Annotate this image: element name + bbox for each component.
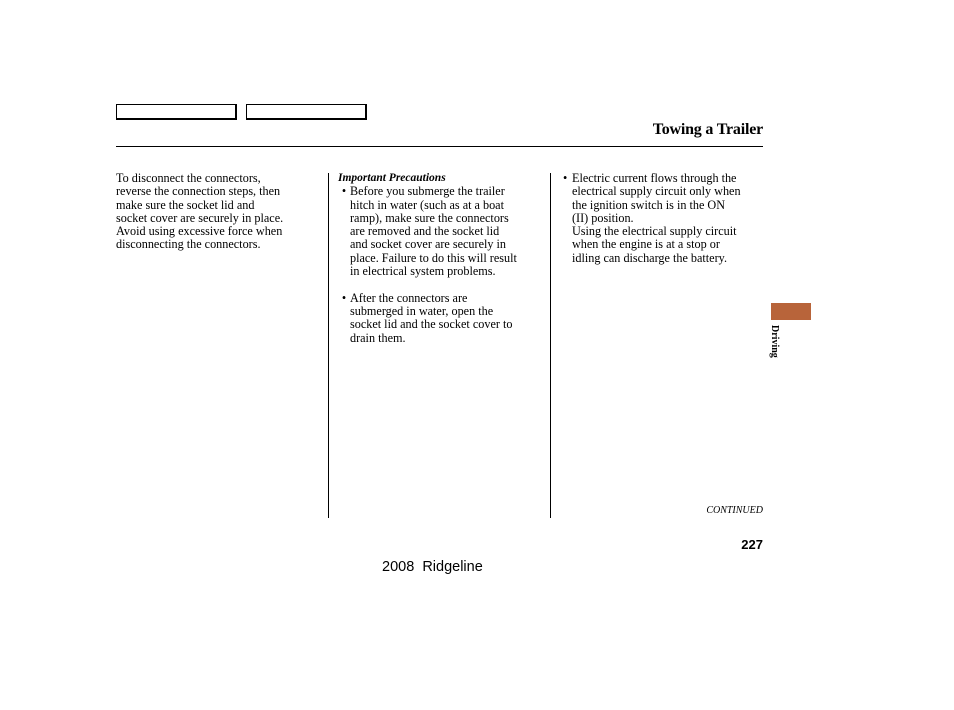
bullet-item [338,185,543,278]
text-line: electrical supply circuit only when [572,184,741,199]
text-line: are removed and the socket lid [350,224,500,239]
text-line: reverse the connection steps, then [116,184,281,199]
text-line: ramp), make sure the connectors [350,210,509,225]
model-name: 2008 Ridgeline [382,559,483,575]
text-line: Avoid using excessive force when [116,224,283,239]
text-line: Electric current flows through the [572,171,737,185]
text-line: and socket cover are securely in [350,237,506,252]
text-line: hitch in water (such as at a boat [350,197,504,212]
text-line: (II) position. [572,210,634,225]
page-title: Towing a Trailer [652,121,763,138]
text-line: in electrical system problems. [350,264,496,279]
bullet-icon: • [341,184,347,199]
text-line: submerged in water, open the [350,303,494,318]
nav-button-1[interactable] [116,104,237,120]
page-number: 227 [741,537,763,552]
text-line: idling can discharge the battery. [572,250,727,265]
text-line: disconnecting the connectors. [116,237,261,252]
text-line: To disconnect the connectors, [116,171,261,185]
section-tab[interactable] [771,303,811,320]
text-line: socket cover are securely in place. [116,210,284,225]
bullet-icon: • [341,290,347,305]
spacer [338,278,543,291]
column-divider [328,173,329,518]
column-divider [550,173,551,518]
column-2-precautions [338,172,543,345]
text-line: Using the electrical supply circuit [572,224,737,239]
text-line: the ignition switch is in the ON [572,197,726,212]
text-line: drain them. [350,330,406,345]
bullet-icon: • [563,171,568,185]
text-line: when the engine is at a stop or [572,237,720,252]
text-line: socket lid and the socket cover to [350,317,513,332]
section-tab-label: Driving [769,325,780,358]
column-1-text [116,172,321,252]
text-line: Before you submerge the trailer [350,184,505,199]
continued-label: CONTINUED [706,505,763,516]
bullet-item [338,292,543,345]
nav-button-2[interactable] [246,104,367,120]
text-line: After the connectors are [350,290,468,305]
text-line: make sure the socket lid and [116,197,255,212]
text-line: place. Failure to do this will result [350,250,517,265]
column-3-text [563,172,768,265]
header-rule [116,146,763,147]
section-heading: Important Precautions [338,172,446,184]
bullet-item [563,172,768,265]
